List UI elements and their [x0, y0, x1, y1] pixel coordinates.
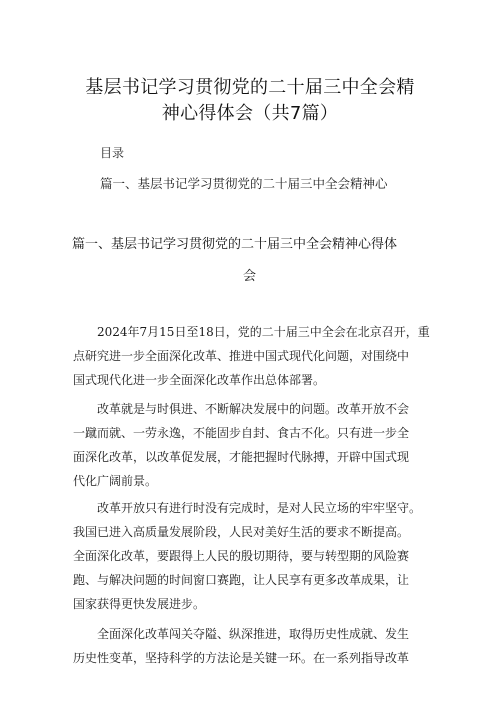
body-line: 我国已进入高质量发展阶段，人民对美好生活的要求不断提高。: [73, 525, 410, 539]
body-line: 历史性变革，坚持科学的方法论是关键一环。在一系列指导改革: [73, 651, 410, 665]
body-line: 代化广阔前景。: [73, 474, 158, 488]
toc-item-1[interactable]: 篇一、基层书记学习贯彻党的二十届三中全会精神心: [100, 176, 388, 191]
body-line: 2024年7月15日至18日，党的二十届三中全会在北京召开，重: [97, 325, 430, 339]
section-heading-line-1: 篇一、基层书记学习贯彻党的二十届三中全会精神心得体: [72, 237, 398, 252]
toc-label: 目录: [100, 146, 125, 160]
body-line: 国家获得更快发展进步。: [73, 597, 206, 611]
body-line: 改革开放只有进行时没有完成时，是对人民立场的牢牢坚守。: [97, 501, 422, 515]
body-line: 国式现代化进一步全面深化改革作出总体部署。: [73, 373, 326, 387]
body-line: 全面深化改革，要跟得上人民的殷切期待，要与转型期的风险赛: [73, 549, 410, 563]
body-line: 面深化改革，以改革促发展，才能把握时代脉搏，开辟中国式现: [73, 450, 410, 464]
section-heading-line-2: 会: [243, 269, 257, 284]
body-line: 一蹴而就、一劳永逸，不能固步自封、食古不化。只有进一步全: [73, 426, 410, 440]
body-line: 改革就是与时俱进、不断解决发展中的问题。改革开放不会: [97, 402, 410, 416]
body-line: 全面深化改革闯关夺隘、纵深推进，取得历史性成就、发生: [97, 627, 410, 641]
document-title-line-2: 神心得体会（共7篇）: [161, 103, 339, 124]
body-line: 跑、与解决问题的时间窗口赛跑，让人民享有更多改革成果，让: [73, 573, 410, 587]
document-title-line-1: 基层书记学习贯彻党的二十届三中全会精: [85, 77, 415, 98]
body-line: 点研究进一步全面深化改革、推进中国式现代化问题，对围绕中: [73, 349, 410, 363]
